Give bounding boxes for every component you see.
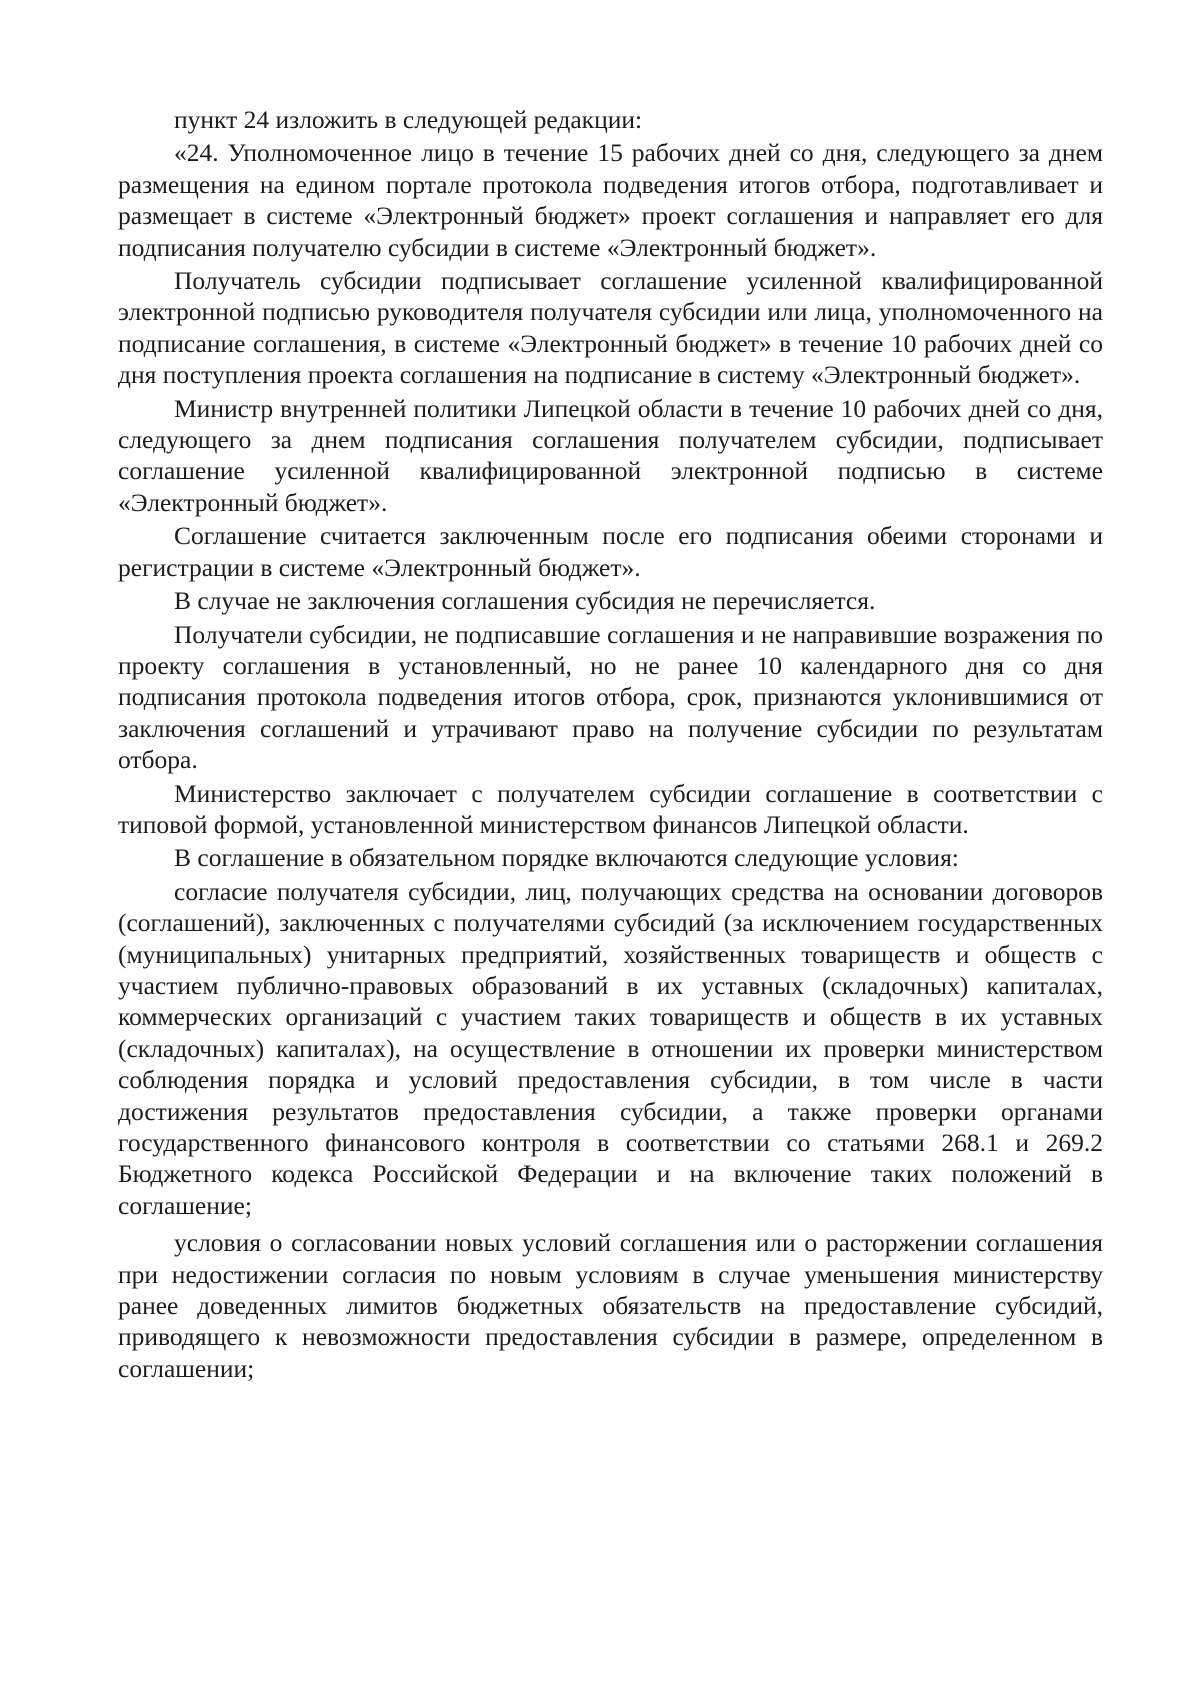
paragraph-new-conditions: условия о согласовании новых условий соглашения или о расторжении соглашения при недостижении согласия по новым условиям в случае уменьшения министерству ранее доведенных лимитов бюджетных обязательств на предоставление субсидий, приводящего к невозможности предоставления субсидии в размере, определенном в соглашении; bbox=[118, 1228, 1103, 1383]
paragraph-agreement-concluded: Соглашение считается заключенным после его подписания обеими сторонами и регистрации в системе «Электронный бюджет». bbox=[118, 521, 1103, 582]
paragraph-standard-form: Министерство заключает с получателем субсидии соглашение в соответствии с типовой формой, установленной министерством финансов Липецкой области. bbox=[118, 778, 1103, 839]
paragraph-minister-signs: Министр внутренней политики Липецкой области в течение 10 рабочих дней со дня, следующего за днем подписания соглашения получателем субсидии, подписывает соглашение усиленной квалифицированной электронной подписью в системе «Электронный бюджет». bbox=[118, 393, 1103, 517]
paragraph-consent-condition: согласие получателя субсидии, лиц, получающих средства на основании договоров (соглашений), заключенных с получателями субсидий (за исключением государственных (муниципальных) унитарных предприятий, хозяйственных товариществ и обществ с участием публично-правовых образований в их уставных (складочных) капиталах, коммерческих организаций с участием таких товариществ и обществ в их уставных (складочных) капиталах), на осуществление в отношении их проверки министерством соблюдения порядка и условий предоставления субсидии, в том числе в части достижения результатов предоставления субсидии, а также проверки органами государственного финансового контроля в соответствии со статьями 268.1 и 269.2 Бюджетного кодекса Российской Федерации и на включение таких положений в соглашение; bbox=[118, 876, 1103, 1220]
paragraph-evading-recipients: Получатели субсидии, не подписавшие соглашения и не направившие возражения по проекту соглашения в установленный, но не ранее 10 календарного дня со дня подписания протокола подведения итогов отбора, срок, признаются уклонившимися от заключения соглашений и утрачивают право на получение субсидии по результатам отбора. bbox=[118, 619, 1103, 775]
paragraph-no-transfer: В случае не заключения соглашения субсидия не перечисляется. bbox=[174, 586, 876, 616]
paragraph-item-24: «24. Уполномоченное лицо в течение 15 рабочих дней со дня, следующего за днем размещения на едином портале протокола подведения итогов отбора, подготавливает и размещает в системе «Электронный бюджет» проект соглашения и направляет его для подписания получателю субсидии в системе «Электронный бюджет». bbox=[118, 138, 1103, 262]
paragraph-mandatory-conditions: В соглашение в обязательном порядке включаются следующие условия: bbox=[174, 843, 959, 873]
paragraph-recipient-signs: Получатель субсидии подписывает соглашение усиленной квалифицированной электронной подписью руководителя получателя субсидии или лица, уполномоченного на подписание соглашения, в системе «Электронный бюджет» в течение 10 рабочих дней со дня поступления проекта соглашения на подписание в систему «Электронный бюджет». bbox=[118, 266, 1103, 390]
paragraph-amendment-intro: пункт 24 изложить в следующей редакции: bbox=[174, 105, 643, 134]
document-body bbox=[118, 104, 1103, 1386]
